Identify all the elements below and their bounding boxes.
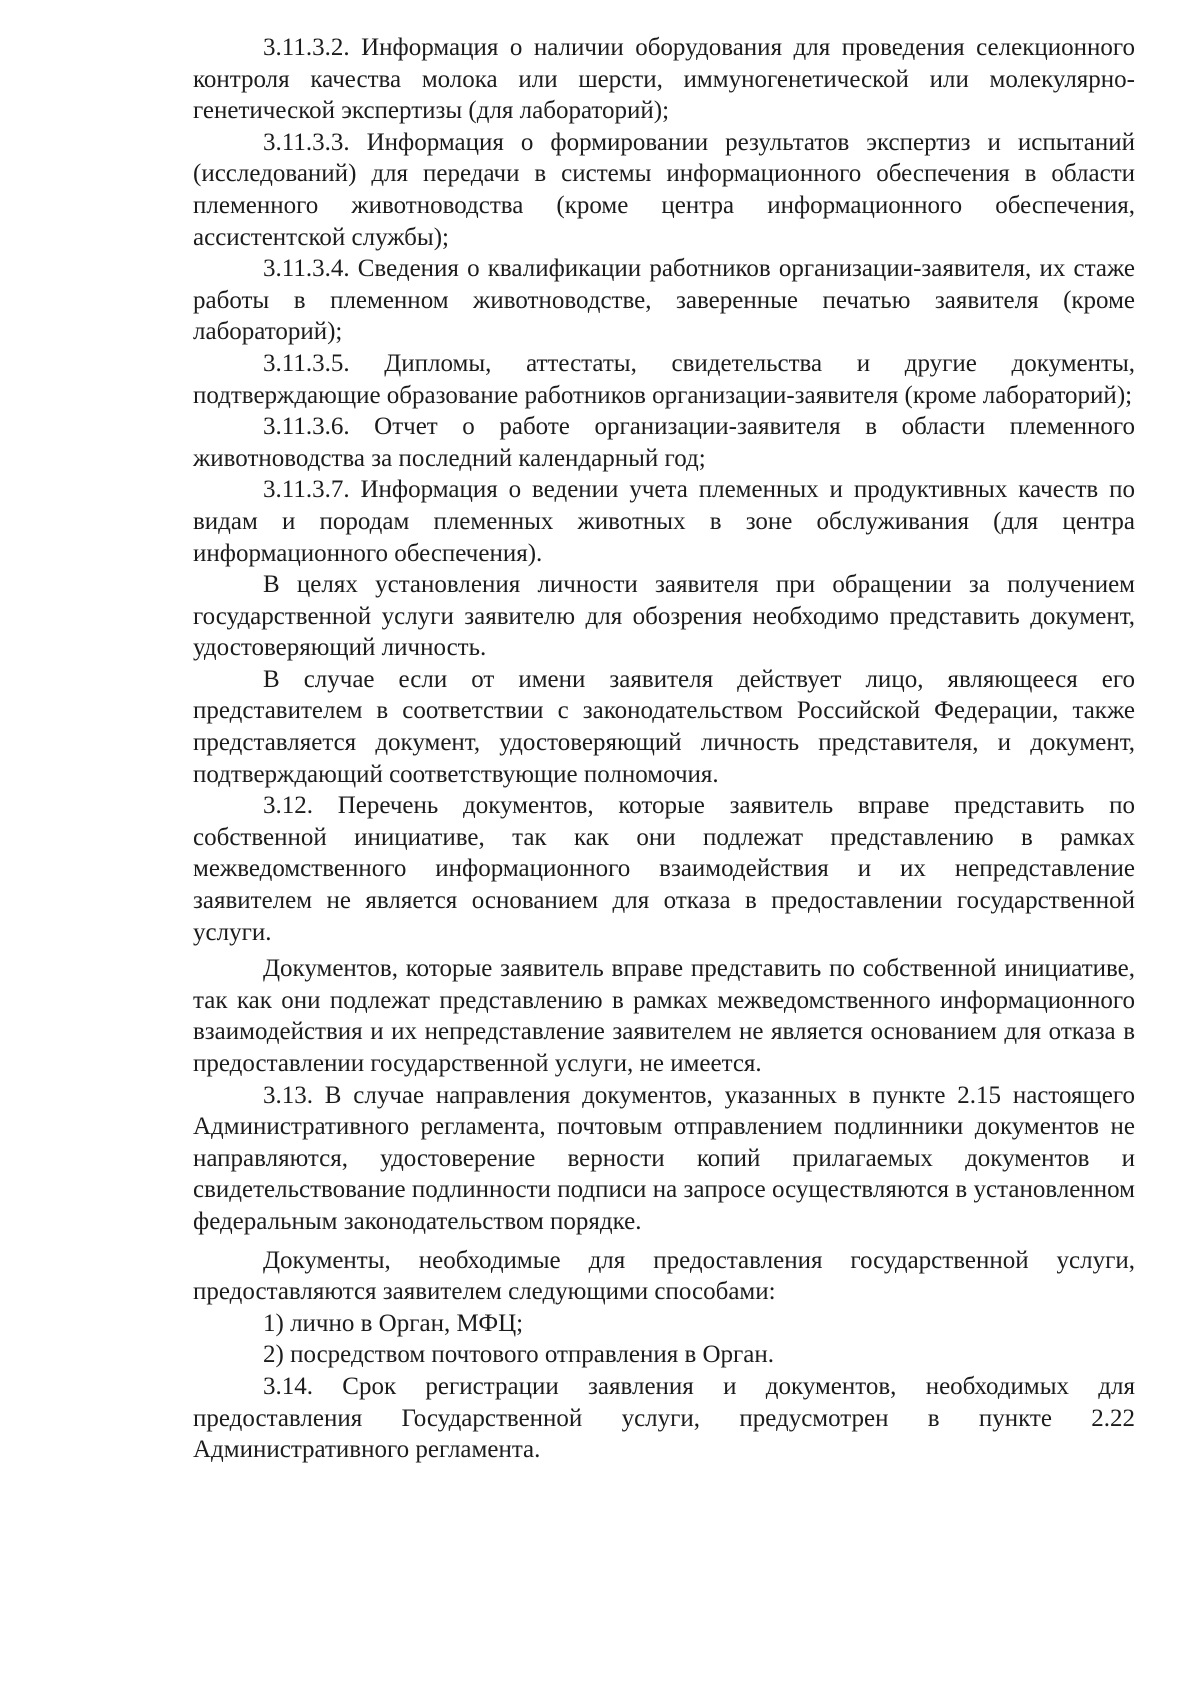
paragraph-submission-methods: Документы, необходимые для предоставления государственной услуги, предоставляются заявителем следующими способами: xyxy=(193,1246,1135,1306)
paragraph-3-11-3-2: 3.11.3.2. Информация о наличии оборудования для проведения селекционного контроля качества молока или шерсти, иммуногенетической или молекулярно-генетической экспертизы (для лабораторий); xyxy=(193,34,1135,125)
paragraph-3-11-3-5: 3.11.3.5. Дипломы, аттестаты, свидетельства и другие документы, подтверждающие образование работников организации-заявителя (кроме лабораторий); xyxy=(193,349,1135,409)
list-item-by-post: 2) посредством почтового отправления в Орган. xyxy=(263,1341,775,1369)
paragraph-3-11-3-7: 3.11.3.7. Информация о ведении учета племенных и продуктивных качеств по видам и породам племенных животных в зоне обслуживания (для центра информационного обеспечения). xyxy=(193,476,1135,567)
paragraph-no-documents: Документов, которые заявитель вправе представить по собственной инициативе, так как они подлежат представлению в рамках межведомственного информационного взаимодействия и их непредставление заявителем не является основанием для отказа в предоставлении государственной услуги, не имеется. xyxy=(193,955,1135,1077)
paragraph-3-11-3-3: 3.11.3.3. Информация о формировании результатов экспертиз и испытаний (исследований) для передачи в системы информационного обеспечения в области племенного животноводства (кроме центра информационного обеспечения, ассистентской службы); xyxy=(193,128,1135,251)
paragraph-3-14: 3.14. Срок регистрации заявления и документов, необходимых для предоставления Государственной услуги, предусмотрен в пункте 2.22 Административного регламента. xyxy=(193,1372,1135,1464)
document-page xyxy=(193,32,1135,1466)
paragraph-3-11-3-4: 3.11.3.4. Сведения о квалификации работников организации-заявителя, их стаже работы в племенном животноводстве, заверенные печатью заявителя (кроме лабораторий); xyxy=(193,255,1135,346)
list-item-in-person: 1) лично в Орган, МФЦ; xyxy=(263,1309,524,1337)
paragraph-3-12: 3.12. Перечень документов, которые заявитель вправе представить по собственной инициативе, так как они подлежат представлению в рамках межведомственного информационного взаимодействия и их непредставление заявителем не является основанием для отказа в предоставлении государственной услуги. xyxy=(193,792,1135,946)
paragraph-3-11-3-6: 3.11.3.6. Отчет о работе организации-заявителя в области племенного животноводства за последний календарный год; xyxy=(193,413,1135,472)
paragraph-representative: В случае если от имени заявителя действует лицо, являющееся его представителем в соответствии с законодательством Российской Федерации, также представляется документ, удостоверяющий личность представителя, и документ, подтверждающий соответствующие полномочия. xyxy=(193,665,1135,788)
paragraph-identity: В целях установления личности заявителя при обращении за получением государственной услуги заявителю для обозрения необходимо представить документ, удостоверяющий личность. xyxy=(193,571,1135,662)
paragraph-3-13: 3.13. В случае направления документов, указанных в пункте 2.15 настоящего Административного регламента, почтовым отправлением подлинники документов не направляются, удостоверение верности копий прилагаемых документов и свидетельствование подлинности подписи на запросе осуществляются в установленном федеральным законодательством порядке. xyxy=(193,1081,1135,1235)
